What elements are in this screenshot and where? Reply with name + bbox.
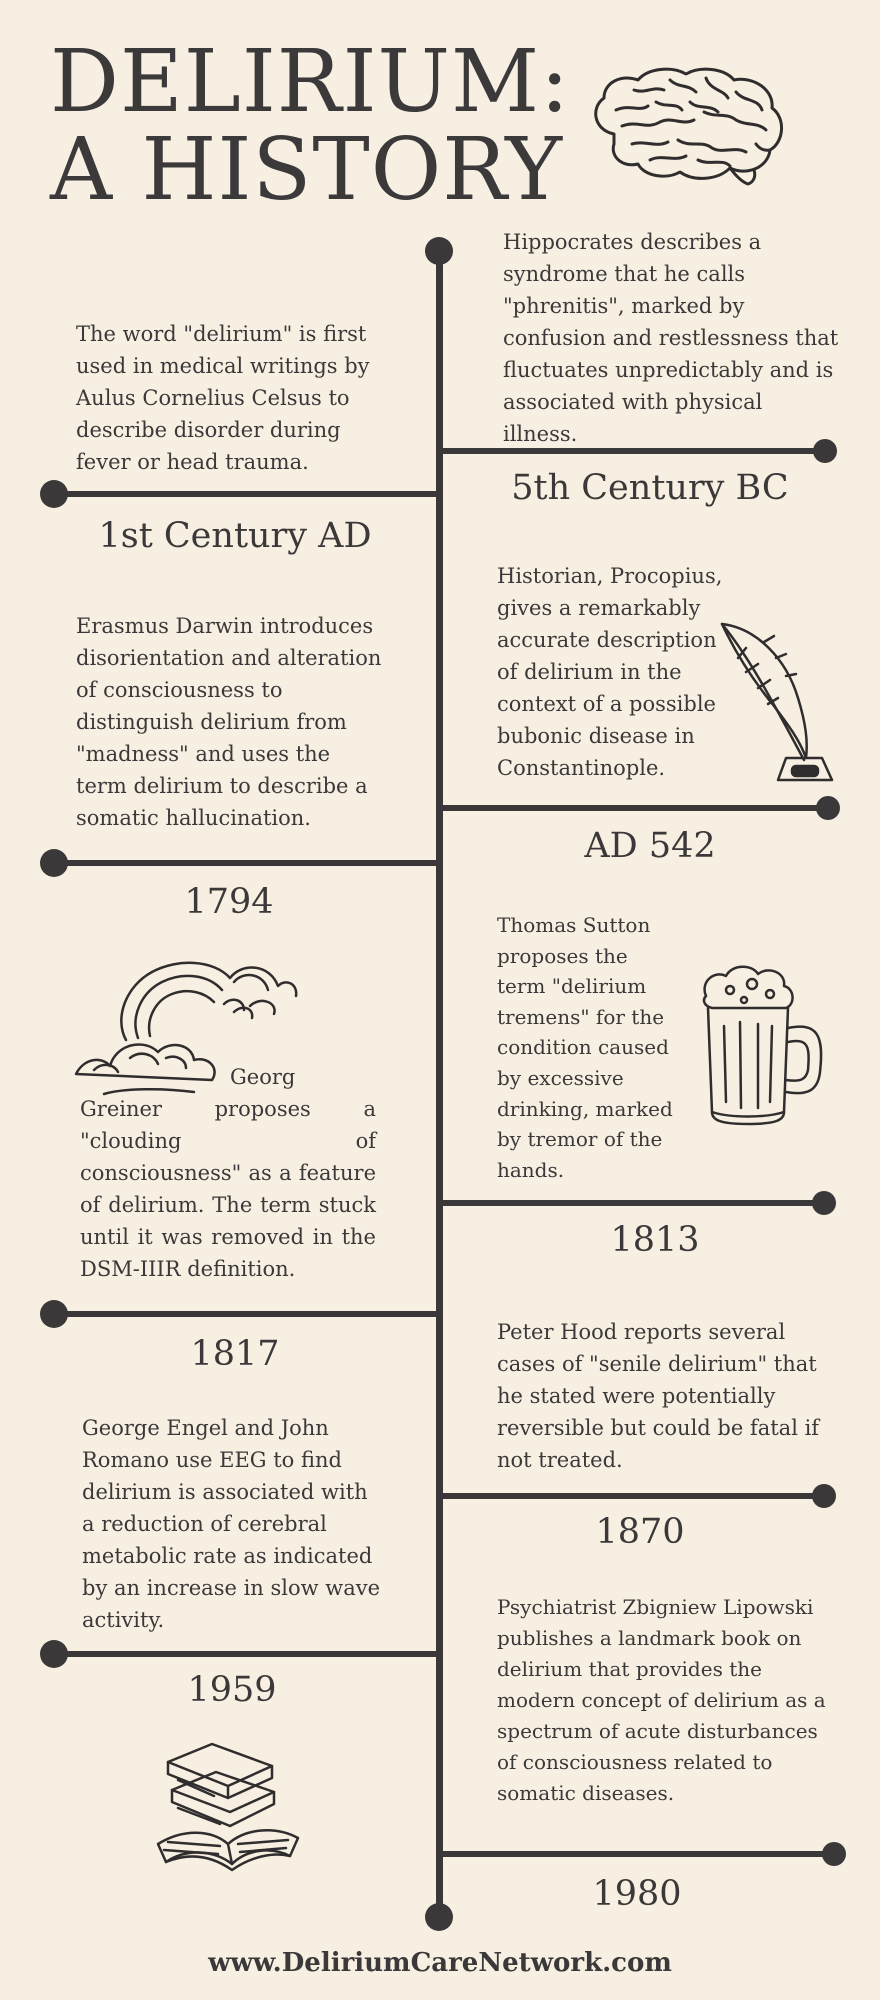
event-text-1870: Peter Hood reports several cases of "senile delirium" that he stated were potentially reversible but could be fatal if not treated. (497, 1320, 820, 1472)
event-connector (54, 860, 440, 866)
event-date-1813: 1813 (610, 1220, 700, 1260)
timeline-end-dot (425, 1903, 453, 1931)
event-text-1980: Psychiatrist Zbigniew Lipowski publishes a landmark book on delirium that provides the modern concept of delirium as a spectrum of acute disturbances of consciousness related to somatic diseases. (497, 1595, 826, 1805)
title-line-1: DELIRIUM: (50, 32, 571, 132)
event-dot (40, 480, 68, 508)
timeline-start-dot (425, 237, 453, 265)
event-dot (812, 1484, 836, 1508)
event-date-1980: 1980 (592, 1874, 682, 1914)
event-connector (440, 1851, 832, 1857)
beer-mug-icon (700, 962, 824, 1126)
event-dot (40, 849, 68, 877)
event-text-1st-century-ad: The word "delirium" is first used in medical writings by Aulus Cornelius Celsus to describe disorder during fever or head trauma. (76, 322, 370, 474)
event-date-1959: 1959 (187, 1670, 277, 1710)
event-date-1794: 1794 (184, 882, 274, 922)
event-text-1813: Thomas Sutton proposes the term "delirium tremens" for the condition caused by excessive drinking, marked by tremor of the hands. (497, 913, 673, 1182)
event-date-1870: 1870 (595, 1512, 685, 1552)
quill-inkwell-icon (716, 618, 836, 788)
event-date-5th-century-bc: 5th Century BC (511, 468, 789, 508)
event-connector (440, 448, 825, 454)
event-text-1959: George Engel and John Romano use EEG to find delirium is associated with a reduction of cerebral metabolic rate as indicated by an increase in slow wave activity. (82, 1416, 381, 1632)
footer-website: www.DeliriumCareNetwork.com (208, 1948, 672, 1978)
event-dot (812, 1191, 836, 1215)
timeline-spine (436, 250, 443, 1918)
event-connector (440, 805, 828, 811)
event-date-1817: 1817 (190, 1334, 280, 1374)
page-title (50, 32, 571, 220)
event-date-ad-542: AD 542 (584, 826, 716, 866)
event-dot (40, 1640, 68, 1668)
event-dot (816, 796, 840, 820)
event-dot (822, 1842, 846, 1866)
event-connector (440, 1200, 824, 1206)
event-dot (40, 1300, 68, 1328)
event-connector (440, 1493, 824, 1499)
title-line-2: A HISTORY (50, 120, 564, 220)
event-text-5th-century-bc: Hippocrates describes a syndrome that he calls "phrenitis", marked by confusion and restlessness that fluctuates unpredictably and is associated with physical illness. (503, 230, 839, 446)
event-connector (54, 491, 440, 497)
event-date-1st-century-ad: 1st Century AD (98, 516, 372, 556)
event-text-1794: Erasmus Darwin introduces disorientation and alteration of consciousness to distinguish delirium from "madness" and uses the term delirium to describe a somatic hallucination. (76, 614, 382, 830)
brain-icon (586, 64, 792, 186)
event-text-ad-542: Historian, Procopius, gives a remarkably accurate description of delirium in the context of a possible bubonic disease in Constantinople. (497, 564, 723, 780)
event-text-1817: Georg Greiner proposes a "clouding of consciousness" as a feature of delirium. The term stuck until it was removed in the DSM-IIIR definition. (80, 1065, 376, 1281)
event-dot (813, 439, 837, 463)
books-icon (154, 1740, 300, 1880)
event-connector (54, 1651, 440, 1657)
event-connector (54, 1311, 440, 1317)
